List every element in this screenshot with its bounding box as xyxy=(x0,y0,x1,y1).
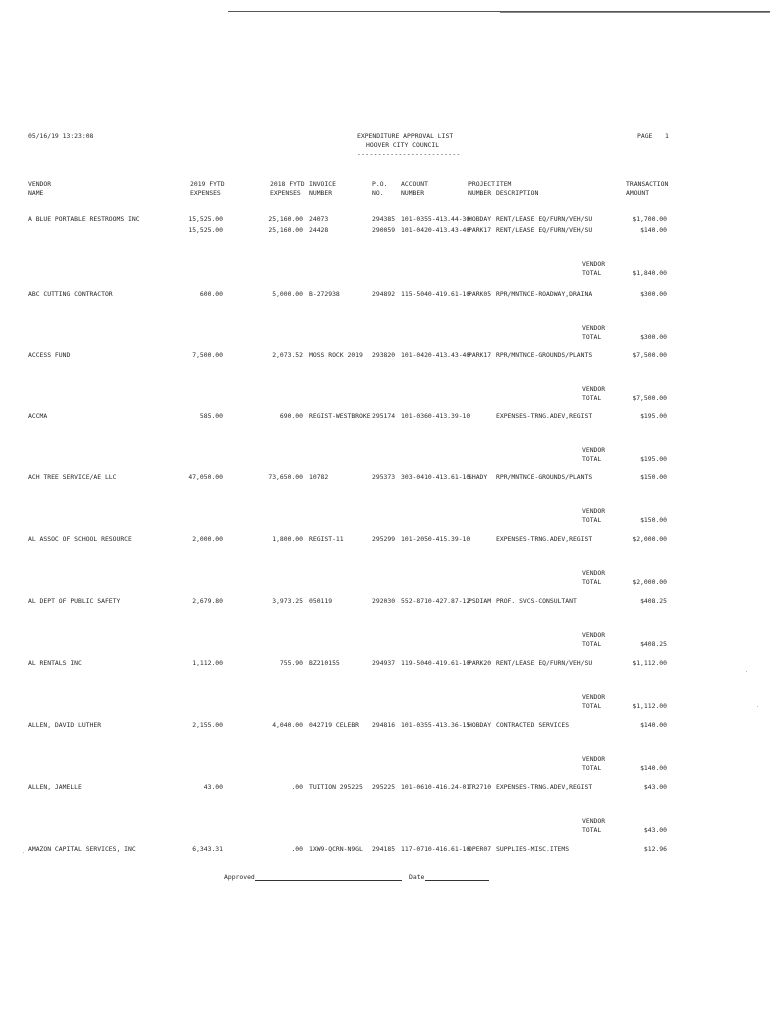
item-description: RPR/MNTNCE-GROUNDS/PLANTS xyxy=(496,473,593,481)
fytd-2019-expenses: 1,112.00 xyxy=(192,659,223,667)
vendor-total-label: TOTAL xyxy=(582,764,602,772)
invoice-number: REGIST-11 xyxy=(309,535,344,543)
vendor-name: ACCESS FUND xyxy=(28,351,71,359)
vendor-name: ALLEN, DAVID LUTHER xyxy=(28,721,102,729)
vendor-total-label: TOTAL xyxy=(582,640,602,648)
fytd-2018-expenses: .00 xyxy=(291,783,303,791)
vendor-total-label: VENDOR xyxy=(582,507,606,515)
approved-label: Approved xyxy=(224,873,255,881)
invoice-number: 050119 xyxy=(309,597,333,605)
report-datetime: 05/16/19 13:23:08 xyxy=(28,132,94,140)
invoice-number: 24428 xyxy=(309,226,329,234)
column-header-amount: TRANSACTION xyxy=(626,180,669,188)
fytd-2019-expenses: 47,050.00 xyxy=(188,473,223,481)
vendor-total-label: VENDOR xyxy=(582,385,606,393)
vendor-total-label: TOTAL xyxy=(582,333,602,341)
item-description: RENT/LEASE EQ/FURN/VEH/SU xyxy=(496,215,593,223)
po-number: 290059 xyxy=(372,226,396,234)
vendor-total-label: TOTAL xyxy=(582,702,602,710)
po-number: 295174 xyxy=(372,412,396,420)
vendor-total-label: VENDOR xyxy=(582,569,606,577)
vendor-name: AL DEPT OF PUBLIC SAFETY xyxy=(28,597,121,605)
column-header-fytd2018: 2018 FYTD xyxy=(270,180,305,188)
fytd-2018-expenses: 690.00 xyxy=(279,412,303,420)
transaction-amount: $140.00 xyxy=(640,721,667,729)
fytd-2018-expenses: 25,160.00 xyxy=(268,215,303,223)
vendor-total-amount: $1,840.00 xyxy=(632,269,667,277)
item-description: RPR/MNTNCE-GROUNDS/PLANTS xyxy=(496,351,593,359)
item-description: CONTRACTED SERVICES xyxy=(496,721,570,729)
vendor-total-amount: $2,000.00 xyxy=(632,578,667,586)
vendor-name: ABC CUTTING CONTRACTOR xyxy=(28,290,113,298)
transaction-amount: $300.00 xyxy=(640,290,667,298)
vendor-total-label: TOTAL xyxy=(582,516,602,524)
column-header-project: PROJECT xyxy=(468,180,495,188)
column-header-invoice: NUMBER xyxy=(309,189,333,197)
project-number: OPER07 xyxy=(468,845,492,853)
account-number: 119-5040-419.61-10 xyxy=(401,659,471,667)
column-header-fytd2019: EXPENSES xyxy=(190,189,221,197)
page-label: PAGE xyxy=(637,132,653,140)
account-number: 101-0420-413.43-40 xyxy=(401,226,471,234)
fytd-2019-expenses: 2,000.00 xyxy=(192,535,223,543)
fytd-2019-expenses: 7,500.00 xyxy=(192,351,223,359)
vendor-total-amount: $408.25 xyxy=(640,640,667,648)
project-number: HOBDAY xyxy=(468,215,492,223)
fytd-2019-expenses: 2,679.80 xyxy=(192,597,223,605)
fytd-2018-expenses: 5,000.00 xyxy=(272,290,303,298)
vendor-total-label: VENDOR xyxy=(582,755,606,763)
account-number: 117-0710-416.61-10 xyxy=(401,845,471,853)
fytd-2019-expenses: 15,525.00 xyxy=(188,215,223,223)
vendor-total-label: TOTAL xyxy=(582,455,602,463)
vendor-total-label: VENDOR xyxy=(582,260,606,268)
column-header-vendor: VENDOR xyxy=(28,180,52,188)
column-header-item: ITEM xyxy=(496,180,512,188)
transaction-amount: $408.25 xyxy=(640,597,667,605)
column-header-fytd2018: EXPENSES xyxy=(270,189,301,197)
fytd-2018-expenses: 755.90 xyxy=(279,659,303,667)
item-description: SUPPLIES-MISC.ITEMS xyxy=(496,845,570,853)
project-number: PSDIAM xyxy=(468,597,492,605)
item-description: PROF. SVCS-CONSULTANT xyxy=(496,597,577,605)
po-number: 295299 xyxy=(372,535,396,543)
transaction-amount: $7,500.00 xyxy=(632,351,667,359)
column-header-fytd2019: 2019 FYTD xyxy=(190,180,225,188)
vendor-total-amount: $7,500.00 xyxy=(632,394,667,402)
invoice-number: BZ210155 xyxy=(309,659,340,667)
vendor-name: ACCMA xyxy=(28,412,48,420)
account-number: 101-0360-413.39-10 xyxy=(401,412,471,420)
date-label: Date xyxy=(409,873,425,881)
page-number: 1 xyxy=(665,132,669,140)
transaction-amount: $150.00 xyxy=(640,473,667,481)
po-number: 295225 xyxy=(372,783,396,791)
account-number: 303-0410-413.61-10 xyxy=(401,473,471,481)
invoice-number: B-272938 xyxy=(309,290,340,298)
report-title: EXPENDITURE APPROVAL LIST xyxy=(357,132,454,140)
title-rule: ------------------------- xyxy=(357,150,461,158)
fytd-2018-expenses: 73,650.00 xyxy=(268,473,303,481)
vendor-total-amount: $1,112.00 xyxy=(632,702,667,710)
transaction-amount: $1,700.00 xyxy=(632,215,667,223)
project-number: TR2710 xyxy=(468,783,492,791)
vendor-total-amount: $140.00 xyxy=(640,764,667,772)
column-header-vendor: NAME xyxy=(28,189,44,197)
transaction-amount: $43.00 xyxy=(643,783,667,791)
vendor-name: AMAZON CAPITAL SERVICES, INC xyxy=(28,845,136,853)
fytd-2019-expenses: 6,343.31 xyxy=(192,845,223,853)
column-header-invoice: INVOICE xyxy=(309,180,336,188)
transaction-amount: $2,000.00 xyxy=(632,535,667,543)
column-header-po: P.O. xyxy=(372,180,388,188)
scan-speck xyxy=(757,706,758,707)
fytd-2019-expenses: 2,155.00 xyxy=(192,721,223,729)
item-description: RENT/LEASE EQ/FURN/VEH/SU xyxy=(496,659,593,667)
vendor-total-amount: $43.00 xyxy=(643,826,667,834)
vendor-total-amount: $300.00 xyxy=(640,333,667,341)
vendor-total-label: VENDOR xyxy=(582,446,606,454)
fytd-2018-expenses: .00 xyxy=(291,845,303,853)
column-header-project: NUMBER xyxy=(468,189,492,197)
account-number: 101-0610-416.24-01 xyxy=(401,783,471,791)
approved-signature-line xyxy=(255,880,402,881)
column-header-po: NO. xyxy=(372,189,384,197)
vendor-total-label: VENDOR xyxy=(582,693,606,701)
project-number: PARK05 xyxy=(468,290,492,298)
po-number: 294385 xyxy=(372,215,396,223)
invoice-number: 042719 CELEBR xyxy=(309,721,360,729)
report-subtitle: HOOVER CITY COUNCIL xyxy=(366,141,440,149)
transaction-amount: $140.00 xyxy=(640,226,667,234)
invoice-number: MOSS ROCK 2019 xyxy=(309,351,363,359)
fytd-2018-expenses: 3,973.25 xyxy=(272,597,303,605)
vendor-total-label: VENDOR xyxy=(582,631,606,639)
date-signature-line xyxy=(425,880,489,881)
project-number: HOBDAY xyxy=(468,721,492,729)
scan-speck xyxy=(23,852,24,853)
account-number: 101-0355-413.44-30 xyxy=(401,215,471,223)
po-number: 294937 xyxy=(372,659,396,667)
account-number: 552-8710-427.87-12 xyxy=(401,597,471,605)
fytd-2019-expenses: 600.00 xyxy=(199,290,223,298)
scan-top-edge-2 xyxy=(500,12,770,13)
column-header-amount: AMOUNT xyxy=(626,189,650,197)
po-number: 294185 xyxy=(372,845,396,853)
project-number: PARK17 xyxy=(468,351,492,359)
account-number: 101-2050-415.39-10 xyxy=(401,535,471,543)
vendor-name: AL RENTALS INC xyxy=(28,659,82,667)
vendor-name: ALLEN, JAMELLE xyxy=(28,783,82,791)
scan-speck xyxy=(746,671,747,672)
vendor-total-label: VENDOR xyxy=(582,817,606,825)
fytd-2018-expenses: 1,800.00 xyxy=(272,535,303,543)
invoice-number: 24073 xyxy=(309,215,329,223)
column-header-account: NUMBER xyxy=(401,189,425,197)
vendor-total-amount: $150.00 xyxy=(640,516,667,524)
item-description: RENT/LEASE EQ/FURN/VEH/SU xyxy=(496,226,593,234)
account-number: 101-0355-413.36-15 xyxy=(401,721,471,729)
vendor-total-label: TOTAL xyxy=(582,394,602,402)
item-description: EXPENSES-TRNG.ADEV,REGIST xyxy=(496,412,593,420)
fytd-2019-expenses: 43.00 xyxy=(203,783,223,791)
po-number: 295373 xyxy=(372,473,396,481)
vendor-total-label: TOTAL xyxy=(582,269,602,277)
po-number: 293820 xyxy=(372,351,396,359)
vendor-name: AL ASSOC OF SCHOOL RESOURCE xyxy=(28,535,132,543)
po-number: 294892 xyxy=(372,290,396,298)
account-number: 101-0420-413.43-40 xyxy=(401,351,471,359)
vendor-total-label: TOTAL xyxy=(582,578,602,586)
vendor-total-label: VENDOR xyxy=(582,324,606,332)
fytd-2019-expenses: 15,525.00 xyxy=(188,226,223,234)
column-header-account: ACCOUNT xyxy=(401,180,428,188)
item-description: EXPENSES-TRNG.ADEV,REGIST xyxy=(496,535,593,543)
invoice-number: REGIST-WESTBROKE xyxy=(309,412,371,420)
fytd-2018-expenses: 2,073.52 xyxy=(272,351,303,359)
vendor-total-amount: $195.00 xyxy=(640,455,667,463)
transaction-amount: $1,112.00 xyxy=(632,659,667,667)
vendor-total-label: TOTAL xyxy=(582,826,602,834)
fytd-2019-expenses: 585.00 xyxy=(199,412,223,420)
item-description: EXPENSES-TRNG.ADEV,REGIST xyxy=(496,783,593,791)
invoice-number: 10782 xyxy=(309,473,329,481)
item-description: RPR/MNTNCE-ROADWAY,DRAINA xyxy=(496,290,593,298)
invoice-number: 1XW9-QCRN-N9GL xyxy=(309,845,363,853)
project-number: PARK17 xyxy=(468,226,492,234)
column-header-item: DESCRIPTION xyxy=(496,189,539,197)
account-number: 115-5040-419.61-10 xyxy=(401,290,471,298)
transaction-amount: $195.00 xyxy=(640,412,667,420)
project-number: SHADY xyxy=(468,473,488,481)
vendor-name: A BLUE PORTABLE RESTROOMS INC xyxy=(28,215,140,223)
po-number: 294816 xyxy=(372,721,396,729)
project-number: PARK20 xyxy=(468,659,492,667)
transaction-amount: $12.96 xyxy=(643,845,667,853)
po-number: 292030 xyxy=(372,597,396,605)
fytd-2018-expenses: 25,160.00 xyxy=(268,226,303,234)
vendor-name: ACH TREE SERVICE/AE LLC xyxy=(28,473,117,481)
invoice-number: TUITION 295225 xyxy=(309,783,363,791)
fytd-2018-expenses: 4,040.00 xyxy=(272,721,303,729)
